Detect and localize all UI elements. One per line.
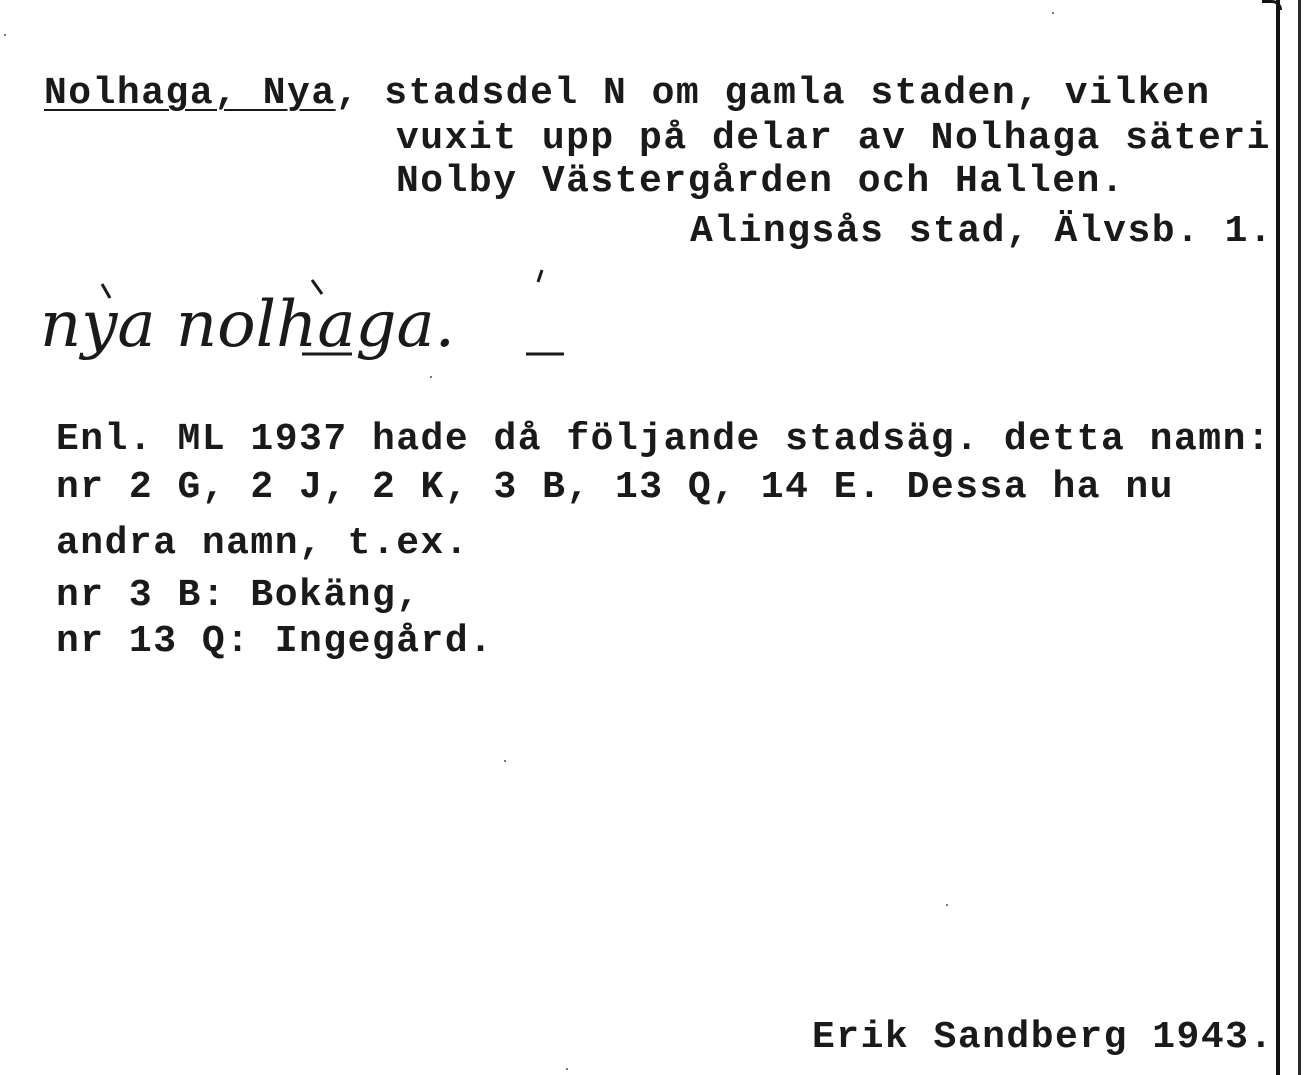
scan-speck (4, 34, 6, 36)
note-line-3: andra namn, t.ex. (56, 522, 470, 565)
scan-speck (1052, 12, 1054, 14)
handwritten-text: nya nolhaga. (40, 288, 455, 362)
note-line-4: nr 3 B: Bokäng, (56, 574, 421, 617)
card-right-edge (1276, 0, 1280, 1075)
scan-speck (946, 904, 948, 906)
scan-speck (504, 760, 506, 762)
note-line-2: nr 2 G, 2 J, 2 K, 3 B, 13 Q, 14 E. Dessa ha nu (56, 466, 1174, 509)
card-outer-edge (1298, 0, 1301, 1075)
note-line-1: Enl. ML 1937 hade då följande stadsäg. detta namn: (56, 418, 1272, 461)
entry-line-1-rest: , stadsdel N om gamla staden, vilken (335, 72, 1211, 115)
entry-location: Alingsås stad, Älvsb. 1. (690, 210, 1274, 253)
entry-line-1 (44, 72, 1211, 115)
note-line-5: nr 13 Q: Ingegård. (56, 620, 494, 663)
signature: Erik Sandberg 1943. (812, 1016, 1274, 1059)
entry-headword: Nolhaga, Nya (44, 72, 336, 115)
entry-line-2: vuxit upp på delar av Nolhaga säteri (396, 117, 1271, 160)
entry-line-3: Nolby Västergården och Hallen. (396, 160, 1126, 203)
accent-mark (538, 270, 542, 282)
scan-speck (566, 1068, 568, 1070)
scan-speck (430, 376, 432, 378)
handwritten-pronunciation (40, 268, 740, 398)
